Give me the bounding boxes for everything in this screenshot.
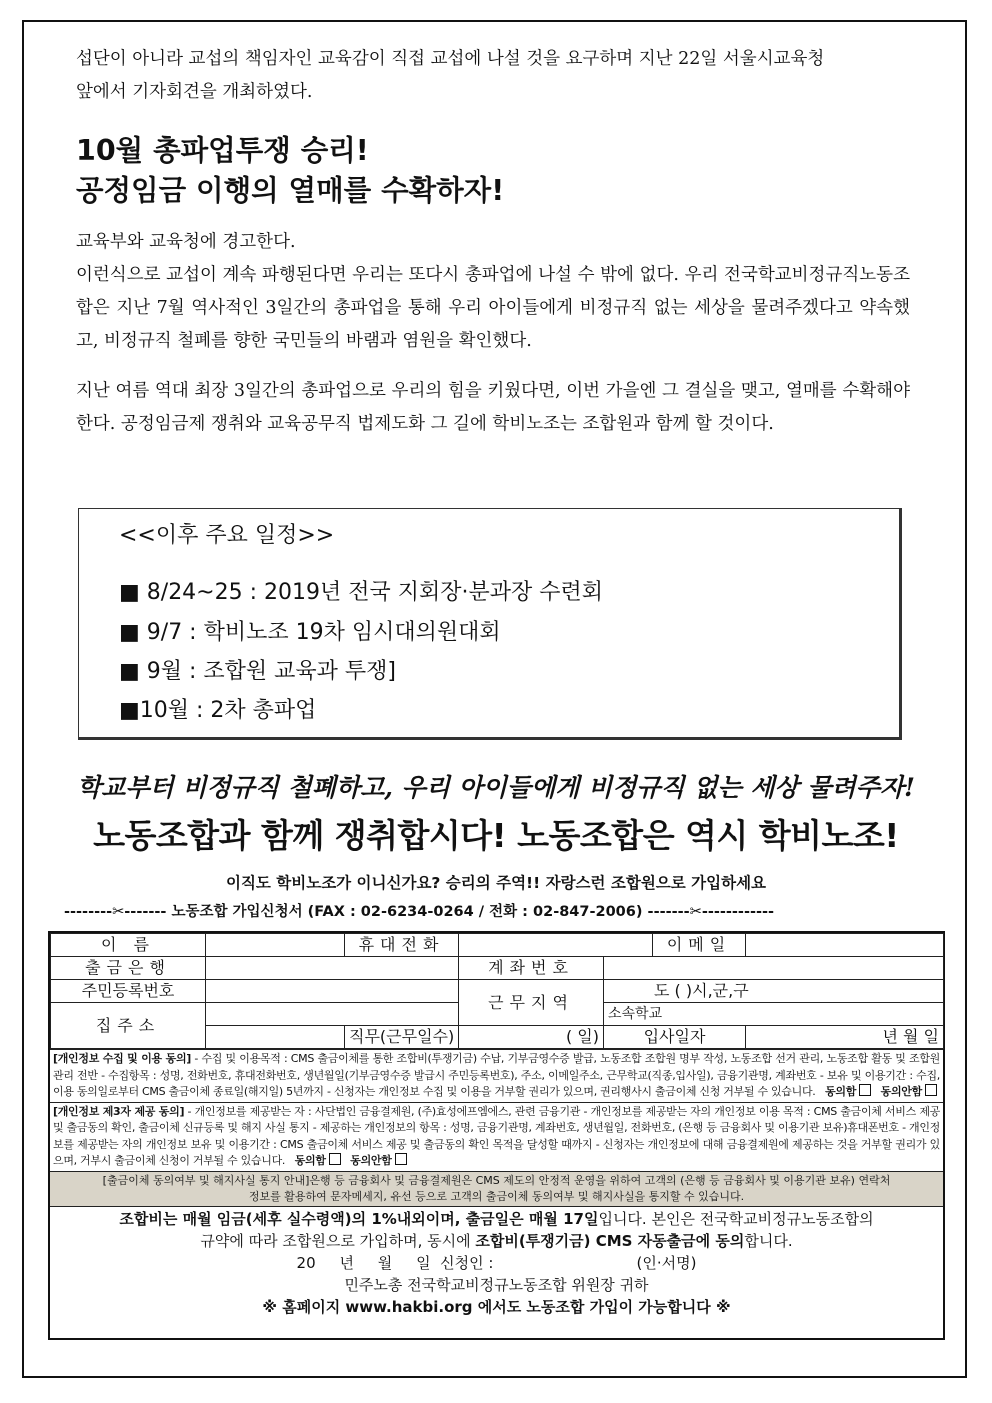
consent-third-party (50, 1102, 943, 1171)
address-field[interactable] (206, 1003, 459, 1026)
phone-label: 휴대전화 (345, 934, 459, 957)
notice-line-2: 정보를 활용하여 문자메세지, 유선 등으로 고객의 출금이체 동의여부 및 해지사실을 통지할 수 있습니다. (248, 1189, 745, 1203)
signature-line[interactable]: 20 년 월 일 신청인 : (인·서명) (296, 1253, 697, 1272)
slogan-bold: 노동조합과 함께 쟁취합시다! 노동조합은 역시 학비노조! (93, 816, 899, 855)
fee-text-2: 규약에 따라 조합원으로 가입하며, 동시에 (200, 1231, 476, 1250)
body-warning: 교육부와 교육청에 경고한다. (76, 232, 296, 252)
cut-line-left: --------✂------- (64, 904, 172, 920)
homepage-line: ※ 홈페이지 www.hakbi.org 에서도 노동조합 가입이 가능합니다 ※ (262, 1297, 731, 1316)
address-label: 집주소 (51, 1003, 206, 1049)
cut-line-right: -------✂------------ (642, 904, 775, 920)
school-field[interactable]: 소속학교 (604, 1003, 944, 1026)
disagree-label: 동의안함 (350, 1154, 392, 1167)
name-field[interactable] (206, 934, 345, 957)
schedule-item: ■10월 : 2차 총파업 (119, 698, 317, 723)
consent-collection-title: [개인정보 수집 및 이용 동의] (53, 1052, 191, 1065)
disagree-label: 동의안함 (880, 1085, 922, 1098)
membership-form (48, 931, 945, 1340)
schedule-item: ■ 8/24~25 : 2019년 전국 지회장·분과장 수련회 (119, 580, 603, 605)
fee-text-1: 입니다. 본인은 전국학교비정규노동조합의 (598, 1209, 874, 1228)
agree-label: 동의함 (825, 1085, 857, 1098)
cut-line (64, 900, 930, 924)
account-field[interactable] (604, 957, 944, 980)
addressee-line: 민주노총 전국학교비정규노동조합 위원장 귀하 (344, 1275, 649, 1294)
bank-field[interactable] (206, 957, 459, 980)
consent-collection-text: - 수집 및 이용목적 : CMS 출금이체를 통한 조합비(투쟁기금) 수납, 기부금영수증 발급, 노동조합 조합원 명부 작성, 노동조합 선거 관리, 노동조합 활동 및 조합원 관리 전반 - 수집항목 : 성명, 전화번호, 휴대전화번호, 생년월일(기부금영수증 발급시 주민등록번호), 주소, 이메일주소, 근무학교(직종,입사일), 금융기관명, 계좌번호 - 보유 및 이용기간 : 수집, 이용 동의일로부터 CMS 출금이체 종료일(해지일) 5년까지 - 신청자는 개인정보 수집 및 이용을 거부할 권리가 있으며, 권리행사시 출금이체 신청 거부될 수 있습니다. (53, 1052, 940, 1098)
schedule-item: ■ 9/7 : 학비노조 19차 임시대의원대회 (119, 620, 501, 645)
form-table (50, 933, 944, 1049)
consent-collection (50, 1049, 943, 1102)
rrn-field[interactable] (206, 980, 459, 1003)
disagree-checkbox[interactable] (395, 1153, 407, 1165)
schedule-title: <<이후 주요 일정>> (119, 523, 335, 548)
consent-third-party-title: [개인정보 제3자 제공 동의] (53, 1104, 185, 1118)
intro-line-2: 앞에서 기자회견을 개최하였다. (76, 82, 313, 102)
agree-checkbox[interactable] (859, 1084, 871, 1096)
work-region-field[interactable]: 도 ( )시,군,구 (604, 980, 944, 1003)
work-label: 근무지역 (459, 980, 604, 1026)
fee-text-3: 합니다. (744, 1231, 793, 1250)
fee-bold-1: 조합비는 매월 임금(세후 실수령액)의 1%내외이며, 출금일은 매월 17일 (119, 1209, 599, 1228)
fee-bold-2: 조합비(투쟁기금) CMS 자동출금에 동의 (475, 1231, 745, 1250)
rrn-label: 주민등록번호 (51, 980, 206, 1003)
address-field-2[interactable] (206, 1026, 345, 1049)
job-days-field[interactable]: ( 일) (459, 1026, 604, 1049)
disagree-checkbox[interactable] (925, 1084, 937, 1096)
email-label: 이메일 (653, 934, 746, 957)
join-invitation: 이직도 학비노조가 이니신가요? 승리의 주역!! 자랑스런 조합원으로 가입하세요 (225, 874, 767, 892)
consent-third-party-text: - 개인정보를 제공받는 자 : 사단법인 금융결제원, (주)효성에프엠에스, 관련 금융기관 - 개인정보를 제공받는 자의 개인정보 이용 목적 : CMS 출금이체 서비스 제공 및 출금동의 확인, 출금이체 신규등록 및 해지 사실 통지 - 제공하는 개인정보의 항목 : 성명, 금융기관명, 계좌번호, 생년월일, 전화번호, (은행 등 금융회사 및 이용기관 보유)휴대폰번호 - 개인정보를 제공받는 자의 개인정보 보유 및 이용기간 : CMS 출금이체 서비스 제공 및 출금동의 확인 목적을 달성할 때까지 - 신청자는 개인정보에 대해 금융결제원에 제공하는 것을 거부할 권리가 있으며, 거부시 출금이체 신청이 거부될 수 있습니다. (53, 1104, 940, 1167)
name-label: 이 름 (51, 934, 206, 957)
join-date-field[interactable]: 년 월 일 (746, 1026, 944, 1049)
notice-line-1: [출금이체 동의여부 및 해지사실 통지 안내]은행 등 금융회사 및 금융결제원은 CMS 제도의 안정적 운영을 위하여 고객의 (은행 등 금융회사 및 이용기관 보유) 연락처 (102, 1173, 891, 1187)
form-title: 노동조합 가입신청서 (FAX : 02-6234-0264 / 전화 : 02-847-2006) (171, 904, 643, 920)
intro-line-1: 섭단이 아니라 교섭의 책임자인 교육감이 직접 교섭에 나설 것을 요구하며 지난 22일 서울시교육청 (76, 49, 825, 69)
job-label: 직무(근무일수) (345, 1026, 459, 1049)
agree-checkbox[interactable] (329, 1153, 341, 1165)
withdrawal-notice (50, 1171, 943, 1206)
schedule-item: ■ 9월 : 조합원 교육과 투쟁] (119, 659, 397, 684)
join-date-label: 입사일자 (604, 1026, 746, 1049)
account-label: 계좌번호 (459, 957, 604, 980)
phone-field[interactable] (459, 934, 653, 957)
bank-label: 출금은행 (51, 957, 206, 980)
agree-label: 동의함 (294, 1154, 326, 1167)
email-field[interactable] (746, 934, 944, 957)
body-paragraph-1: 이런식으로 교섭이 계속 파행된다면 우리는 또다시 총파업에 나설 수 밖에 없다. 우리 전국학교비정규직노동조합은 지난 7월 역사적인 3일간의 총파업을 통해 우리 아이들에게 비정규직 없는 세상을 물려주겠다고 약속했고, 비정규직 철폐를 향한 국민들의 바램과 염원을 확인했다. (76, 265, 910, 351)
headline-line-2: 공정임금 이행의 열매를 수확하자! (76, 174, 505, 207)
headline-line-1: 10월 총파업투쟁 승리! (76, 134, 369, 167)
fee-agreement (50, 1206, 943, 1318)
slogan-italic: 학교부터 비정규직 철폐하고, 우리 아이들에게 비정규직 없는 세상 물려주자! (77, 773, 915, 802)
schedule-box (78, 508, 902, 740)
body-paragraph-2: 지난 여름 역대 최장 3일간의 총파업으로 우리의 힘을 키웠다면, 이번 가을엔 그 결실을 맺고, 열매를 수확해야 한다. 공정임금제 쟁취와 교육공무직 법제도화 그 길에 학비노조는 조합원과 함께 할 것이다. (76, 381, 910, 434)
